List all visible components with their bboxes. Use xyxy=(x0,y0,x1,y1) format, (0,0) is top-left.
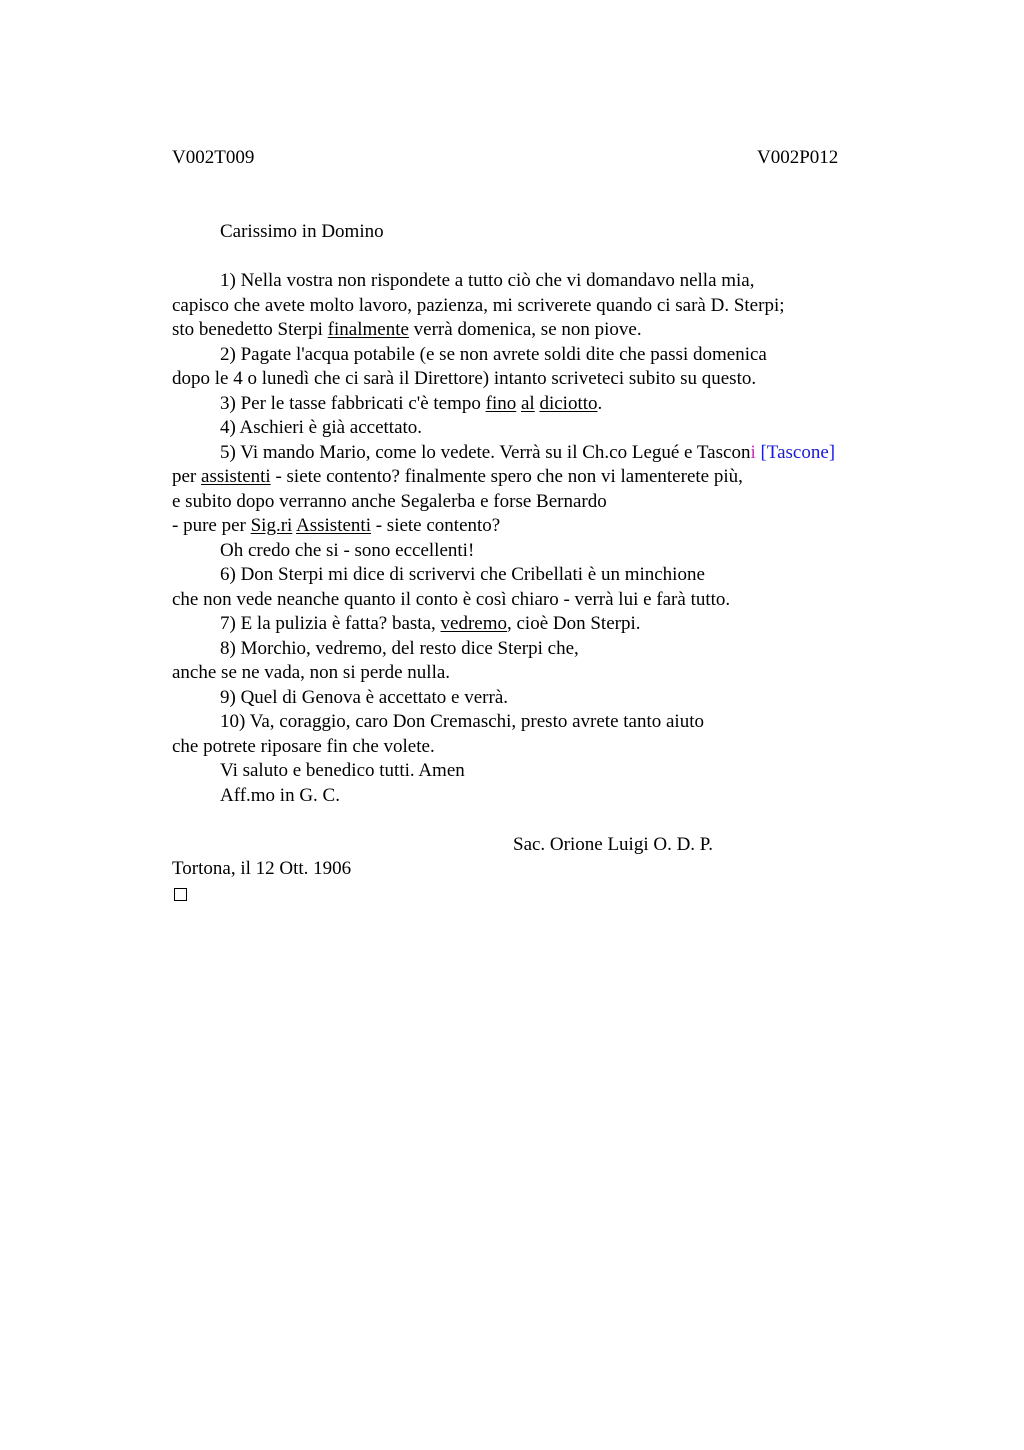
document-code-left: V002T009 xyxy=(172,147,255,168)
item-5-line-4 xyxy=(172,514,932,539)
underlined-word: finalmente xyxy=(327,319,409,340)
item-2-line-2: dopo le 4 o lunedì che ci sarà il Direttore) intanto scriveteci subito su questo. xyxy=(172,368,757,389)
place-date: Tortona, il 12 Ott. 1906 xyxy=(172,858,352,879)
closing-affection: Aff.mo in G. C. xyxy=(220,784,340,806)
underlined-word: Sig.ri xyxy=(250,515,293,536)
item-5-line-2 xyxy=(172,465,932,490)
text-run: - siete contento? xyxy=(370,515,501,536)
text-run: - siete contento? finalmente spero che non vi lamenterete più, xyxy=(270,466,743,487)
underlined-word: al xyxy=(520,392,535,414)
underlined-word: assistenti xyxy=(201,466,271,487)
text-run: per xyxy=(172,466,202,487)
editorial-correction: [Tascone] xyxy=(760,441,836,463)
text-run: 3) Per le tasse fabbricati c'è tempo xyxy=(220,392,486,414)
item-6-line-2: che non vede neanche quanto il conto è così chiaro - verrà lui e farà tutto. xyxy=(172,588,731,610)
closing-greeting: Vi saluto e benedico tutti. Amen xyxy=(220,760,465,781)
underlined-word: diciotto xyxy=(539,392,598,414)
item-1-line-1: 1) Nella vostra non rispondete a tutto ciò che vi domandavo nella mia, xyxy=(220,270,755,291)
editorial-mark: i xyxy=(750,441,756,463)
item-8-line-1: 8) Morchio, vedremo, del resto dice Sterpi che, xyxy=(220,637,579,659)
text-run: , cioè Don Sterpi. xyxy=(507,613,641,634)
blank-line xyxy=(172,808,932,833)
item-9: 9) Quel di Genova è accettato e verrà. xyxy=(220,686,509,708)
blank-line xyxy=(172,245,932,270)
text-run: . xyxy=(597,392,603,414)
document-code-right: V002P012 xyxy=(757,147,839,168)
signature: Sac. Orione Luigi O. D. P. xyxy=(513,833,714,855)
end-marker xyxy=(172,882,932,907)
salutation: Carissimo in Domino xyxy=(220,221,384,242)
item-10-line-1: 10) Va, coraggio, caro Don Cremaschi, presto avrete tanto aiuto xyxy=(220,711,704,732)
letter-body xyxy=(172,220,932,906)
item-7 xyxy=(172,612,932,637)
underlined-word: vedremo xyxy=(440,613,507,634)
square-box-icon xyxy=(174,888,187,901)
text-run: 5) Vi mando Mario, come lo vedete. Verrà su il Ch.co Legué e Tascon xyxy=(220,441,751,463)
item-4: 4) Aschieri è già accettato. xyxy=(220,417,423,438)
text-run: verrà domenica, se non piove. xyxy=(408,319,642,340)
underlined-word: fino xyxy=(485,392,517,414)
underlined-word: Assistenti xyxy=(296,515,371,536)
item-6-line-1: 6) Don Sterpi mi dice di scrivervi che Cribellati è un minchione xyxy=(220,564,705,585)
item-10-line-2: che potrete riposare fin che volete. xyxy=(172,735,435,757)
text-run: sto benedetto Sterpi xyxy=(172,319,328,340)
item-5-line-5: Oh credo che si - sono eccellenti! xyxy=(220,539,475,561)
item-5-line-1 xyxy=(172,441,932,466)
text-run: - pure per xyxy=(172,515,251,536)
item-1-line-2: capisco che avete molto lavoro, pazienza, mi scriverete quando ci sarà D. Sterpi; xyxy=(172,294,785,316)
item-3 xyxy=(172,392,932,417)
item-5-line-3: e subito dopo verranno anche Segalerba e forse Bernardo xyxy=(172,490,607,512)
text-run: 7) E la pulizia è fatta? basta, xyxy=(220,613,441,634)
item-8-line-2: anche se ne vada, non si perde nulla. xyxy=(172,662,451,683)
item-2-line-1: 2) Pagate l'acqua potabile (e se non avrete soldi dite che passi domenica xyxy=(220,343,767,365)
item-1-line-3 xyxy=(172,318,932,343)
